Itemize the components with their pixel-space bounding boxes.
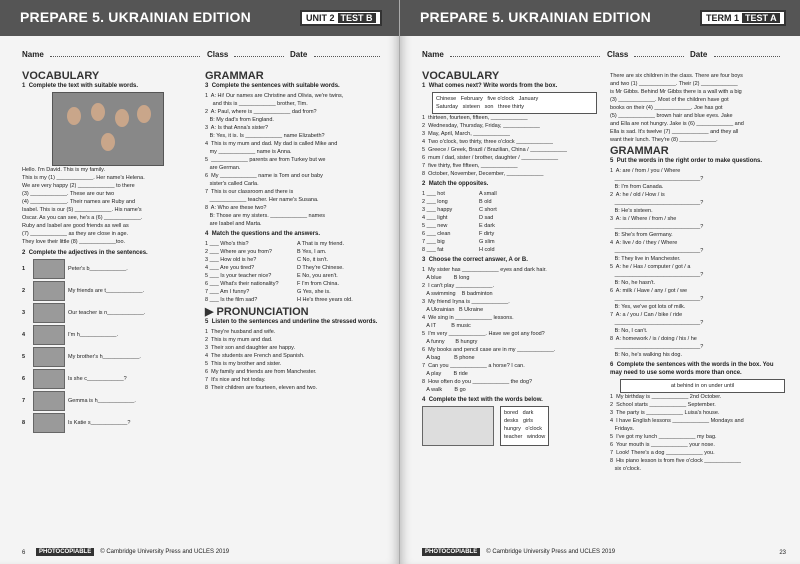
left-vocab-column <box>22 72 192 435</box>
exercise-4-instruction: 4 Match the questions and the answers. <box>205 231 321 237</box>
term-test-tag <box>700 10 786 26</box>
left-grammar-column <box>205 72 385 392</box>
exercise-line: Hello. I'm David. This is my family. <box>22 167 106 173</box>
exercise-line: and Ella are not hungry. Jake is (6) ____________ and <box>610 121 744 127</box>
photocopiable-badge: PHOTOCOPIABLE <box>422 548 480 556</box>
exercise-line: ____________________________? <box>610 176 704 182</box>
exercise-line: A funny B hungry <box>422 339 478 345</box>
exercise-line: 3 A: Is that Anna's sister? <box>205 125 269 131</box>
exercise-line: 2 A: he / old / How / is <box>610 192 665 198</box>
exercise-line: We are very happy (2) ____________ to there <box>22 183 135 189</box>
unit-label: UNIT 2 <box>306 13 335 23</box>
adjective-item: 4 I'm h____________. <box>22 325 192 345</box>
person-thumbnail <box>33 413 65 433</box>
adjective-sentence: Our teacher is n____________. <box>68 310 146 316</box>
exercise-line: ____________________________? <box>610 224 704 230</box>
exercise-3-instruction: 3 Choose the correct answer, A or B. <box>422 257 528 263</box>
person-thumbnail <box>33 281 65 301</box>
exercise-line: 7 It's nice and hot today. <box>205 377 266 383</box>
exercise-line: 6 My books and pencil case are in my ____________. <box>422 347 556 353</box>
match-right-item: D sad <box>479 215 494 221</box>
exercise-line: Fridays. <box>610 426 635 432</box>
exercise-5-instruction: 5 Listen to the sentences and underline the stressed words. <box>205 319 378 325</box>
left-footer <box>36 548 229 556</box>
exercise-line: A play B ride <box>422 371 468 377</box>
exercise-line: B: Yes, we've got lots of milk. <box>610 304 686 310</box>
match-left-item: 4 ___ light <box>422 215 448 221</box>
match-right-item: E dark <box>479 223 495 229</box>
exercise-line: B: No, he hasn't. <box>610 280 656 286</box>
date-field[interactable] <box>314 56 380 57</box>
exercise-6-instruction: 6 Complete the sentences with the words in the box. You may need to use some words more than once. <box>610 362 774 376</box>
adjective-sentence: Is she c____________? <box>68 376 127 382</box>
left-page-title: PREPARE 5. UKRAINIAN EDITION <box>20 9 251 25</box>
match-left-item: 7 ___ Am I funny? <box>205 289 250 295</box>
exercise-line: 7 Look! There's a dog ____________ you. <box>610 450 715 456</box>
match-left-item: 7 ___ big <box>422 239 445 245</box>
exercise-line: 8 His piano lesson is from five o'clock ____________ <box>610 458 741 464</box>
match-left-item: 8 ___ fat <box>422 247 444 253</box>
match-left-item: 3 ___ happy <box>422 207 453 213</box>
word-box: Chinese February five o'clock January Saturday sixteen son three thirty <box>432 92 597 114</box>
exercise-line: 1 A: are / from / you / Where <box>610 168 681 174</box>
word-list-box: bored dark desks girls hungry o'clock teacher window <box>500 406 549 446</box>
match-right-item: D They're Chinese. <box>297 265 344 271</box>
exercise-line: B: Yes, it is. Is ____________ name Elizabeth? <box>205 133 325 139</box>
exercise-line: 4 Two o'clock, two thirty, three o'clock ____________ <box>422 139 553 145</box>
exercise-5-instruction: 5 Put the words in the right order to make questions. <box>610 158 763 164</box>
person-thumbnail <box>33 369 65 389</box>
exercise-line: books on their (4) ____________. Joe has got <box>610 105 723 111</box>
unit-test-tag <box>300 10 382 26</box>
left-header-bar <box>0 0 399 36</box>
adjective-sentence: My friends are t____________. <box>68 288 145 294</box>
match-left-item: 6 ___ What's their nationality? <box>205 281 279 287</box>
exercise-line: 6 mum / dad, sister / brother, daughter / ____________ <box>422 155 559 161</box>
match-right-item: H cold <box>479 247 495 253</box>
adjective-sentence: Peter's b____________. <box>68 266 128 272</box>
exercise-line: 4 I have English lessons ____________ Mondays and <box>610 418 744 424</box>
exercise-line: There are six children in the class. There are four boys <box>610 73 743 79</box>
exercise-line: 4 This is my mum and dad. My dad is called Mike and <box>205 141 338 147</box>
classroom-illustration <box>422 406 494 446</box>
exercise-line: Oscar. As you can see, he's a (6) ____________. <box>22 215 143 221</box>
exercise-line: 3 Their son and daughter are happy. <box>205 345 295 351</box>
exercise-line: my ____________ name is Anna. <box>205 149 292 155</box>
match-right-item: B old <box>479 199 492 205</box>
exercise-line: is Mr Gibbs. Behind Mr Gibbs there is a wall with a big <box>610 89 742 95</box>
exercise-line: (4) ____________. Their names are Ruby and <box>22 199 136 205</box>
match-left-item: 2 ___ Where are you from? <box>205 249 272 255</box>
exercise-line: A swimming B badminton <box>422 291 493 297</box>
vocab-heading: VOCABULARY <box>422 70 500 82</box>
exercise-line: 6 Your mouth is ____________ your nose. <box>610 442 715 448</box>
adjective-item: 8 Is Katie s____________? <box>22 413 192 433</box>
copyright: © Cambridge University Press and UCLES 2019 <box>100 549 230 555</box>
exercise-line: 4 We sing in ____________ lessons. <box>422 315 514 321</box>
term-label: TERM 1 <box>706 13 740 23</box>
match-right-item: G slim <box>479 239 495 245</box>
match-left-item: 4 ___ Are you tired? <box>205 265 255 271</box>
exercise-line: A IT B music <box>422 323 471 329</box>
exercise-line: 1 My sister has ____________ eyes and dark hair. <box>422 267 547 273</box>
exercise-line: (3) ____________. Most of the children have got <box>610 97 729 103</box>
exercise-line: 4 The students are French and Spanish. <box>205 353 305 359</box>
person-thumbnail <box>33 347 65 367</box>
match-right-item: C No, it isn't. <box>297 257 329 263</box>
exercise-line: want their lunch. They're (8) ____________. <box>610 137 718 143</box>
exercise-line: B: No, he's walking his dog. <box>610 352 682 358</box>
exercise-line: B: He's sixteen. <box>610 208 653 214</box>
adjective-item: 6 Is she c____________? <box>22 369 192 389</box>
adjective-sentence: I'm h____________. <box>68 332 118 338</box>
exercise-line: 5 Greece / Greek, Brazil / Brazilian, China / ____________ <box>422 147 567 153</box>
exercise-line: 1 A: Hi! Our names are Christine and Olivia, we're twins, <box>205 93 344 99</box>
exercise-line: 5 This is my brother and sister. <box>205 361 282 367</box>
exercise-line: are German. <box>205 165 241 171</box>
class-label: Class <box>207 50 229 59</box>
person-thumbnail <box>33 303 65 323</box>
adjective-item: 3 Our teacher is n____________. <box>22 303 192 323</box>
match-left-item: 1 ___ hot <box>422 191 445 197</box>
right-footer <box>422 548 615 556</box>
adjective-item: 2 My friends are t____________. <box>22 281 192 301</box>
exercise-line: 3 The party is ____________ Luisa's house. <box>610 410 720 416</box>
exercise-3-instruction: 3 Complete the sentences with suitable words. <box>205 83 340 89</box>
exercise-line: B: I'm from Canada. <box>610 184 664 190</box>
right-page <box>400 0 800 564</box>
right-page-title: PREPARE 5. UKRAINIAN EDITION <box>420 9 651 25</box>
date-label: Date <box>290 50 308 59</box>
exercise-line: 5 A: he / Has / computer / got / a <box>610 264 691 270</box>
right-grammar-column <box>610 72 785 473</box>
match-left-item: 3 ___ How old is he? <box>205 257 257 263</box>
exercise-line: and two (1) ____________. Their (2) ____________ <box>610 81 738 87</box>
match-right-item: G Yes, she is. <box>297 289 331 295</box>
exercise-line: 6 My ____________ name is Tom and our baby <box>205 173 323 179</box>
exercise-line: 8 October, November, December, ____________ <box>422 171 544 177</box>
name-field[interactable] <box>450 56 600 57</box>
exercise-line: 8 A: Who are these two? <box>205 205 267 211</box>
match-left-item: 1 ___ Who's this? <box>205 241 249 247</box>
pronunciation-heading: ▶ PRONUNCIATION <box>205 306 309 318</box>
match-right-item: A That is my friend. <box>297 241 344 247</box>
exercise-line: They love their little (8) ____________too. <box>22 239 126 245</box>
left-page-number: 6 <box>22 550 26 556</box>
exercise-line: 5 I'm very ____________. Have we got any food? <box>422 331 545 337</box>
class-label: Class <box>607 50 629 59</box>
match-right-item: A small <box>479 191 497 197</box>
exercise-line: 6 My family and friends are from Manchester. <box>205 369 317 375</box>
exercise-line: B: She's from Germany. <box>610 232 673 238</box>
exercise-line: ____________ teacher. Her name's Susana. <box>205 197 319 203</box>
exercise-line: ____________________________? <box>610 320 704 326</box>
exercise-line: 8 How often do you ____________ the dog? <box>422 379 533 385</box>
adjective-item: 5 My brother's h____________. <box>22 347 192 367</box>
match-left-item: 2 ___ long <box>422 199 448 205</box>
exercise-line: Ella is sad. It's twelve (7) ____________ and they all <box>610 129 739 135</box>
match-right-item: B Yes, I am. <box>297 249 327 255</box>
class-field[interactable] <box>234 56 284 57</box>
exercise-line: B: No, I can't. <box>610 328 648 334</box>
adjective-item: 7 Gemma is h____________. <box>22 391 192 411</box>
match-right-item: F I'm from China. <box>297 281 340 287</box>
name-label: Name <box>22 50 44 59</box>
exercise-line: B: Those are my sisters. ____________ names <box>205 213 326 219</box>
grammar-heading: GRAMMAR <box>205 70 264 82</box>
exercise-line: ____________________________? <box>610 344 704 350</box>
adjective-sentence: Is Katie s____________? <box>68 420 131 426</box>
match-right-item: E No, you aren't. <box>297 273 338 279</box>
exercise-2-instruction: 2 Complete the adjectives in the sentences. <box>22 250 148 256</box>
exercise-line: 7 Can you ____________ a horse? I can. <box>422 363 525 369</box>
exercise-line: are Isabel and Marta. <box>205 221 262 227</box>
grammar-heading: GRAMMAR <box>610 145 669 157</box>
vocab-heading: VOCABULARY <box>22 70 100 82</box>
match-left-item: 5 ___ new <box>422 223 448 229</box>
match-right-item: H He's three years old. <box>297 297 353 303</box>
exercise-line: 3 A: is / Where / from / she <box>610 216 677 222</box>
exercise-line: 2 I can't play ____________. <box>422 283 494 289</box>
person-thumbnail <box>33 325 65 345</box>
exercise-line: 2 Wednesday, Thursday, Friday, ____________ <box>422 123 540 129</box>
right-vocab-column <box>422 72 597 446</box>
exercise-line: 7 This is our classroom and there is <box>205 189 294 195</box>
exercise-line: 5 I've got my lunch ____________ my bag. <box>610 434 717 440</box>
exercise-line: 6 A: milk / Have / any / got / we <box>610 288 688 294</box>
exercise-line: 3 May, April, March, ____________ <box>422 131 510 137</box>
test-label: TEST B <box>338 13 376 23</box>
exercise-line: B: My dad's from England. <box>205 117 274 123</box>
adjective-sentence: Gemma is h____________. <box>68 398 136 404</box>
match-right-item: F dirty <box>479 231 495 237</box>
match-right-item: C short <box>479 207 497 213</box>
exercise-line: 3 My friend Iryna is ____________. <box>422 299 510 305</box>
match-left-item: 6 ___ clean <box>422 231 451 237</box>
exercise-line: 2 A: Paul, where is ____________ dad from? <box>205 109 317 115</box>
person-thumbnail <box>33 259 65 279</box>
person-thumbnail <box>33 391 65 411</box>
exercise-line: (5) ____________ brown hair and blue eyes. Jake <box>610 113 733 119</box>
date-field[interactable] <box>714 56 780 57</box>
exercise-line: 8 A: homework / is / doing / his / he <box>610 336 697 342</box>
date-label: Date <box>690 50 708 59</box>
exercise-line: 5 ____________ parents are from Turkey but we <box>205 157 326 163</box>
exercise-line: 7 A: a / you / Can / bike / ride <box>610 312 683 318</box>
exercise-line: This is my (1) ____________. Her name's Helena. <box>22 175 145 181</box>
exercise-line: 2 This is my mum and dad. <box>205 337 273 343</box>
exercise-line: 1 They're husband and wife. <box>205 329 276 335</box>
match-left-item: 8 ___ Is the film sad? <box>205 297 258 303</box>
exercise-line: Isabel. This is our (5) ____________. His name's <box>22 207 142 213</box>
exercise-line: 2 School starts ____________ September. <box>610 402 716 408</box>
right-header-bar <box>400 0 800 36</box>
exercise-line: B: They live in Manchester. <box>610 256 681 262</box>
photocopiable-badge: PHOTOCOPIABLE <box>36 548 94 556</box>
prepositions-box: at behind in on under until <box>620 379 785 393</box>
name-label: Name <box>422 50 444 59</box>
exercise-line: 8 Their children are fourteen, eleven and two. <box>205 385 318 391</box>
exercise-line: A bag B phone <box>422 355 475 361</box>
exercise-line: A walk B go <box>422 387 466 393</box>
class-field[interactable] <box>634 56 684 57</box>
exercise-line: 1 My birthday is ____________ 2nd October. <box>610 394 722 400</box>
exercise-line: A Ukrainian B Ukraine <box>422 307 484 313</box>
name-field[interactable] <box>50 56 200 57</box>
exercise-1-instruction: 1 What comes next? Write words from the box. <box>422 83 558 89</box>
exercise-line: 4 A: live / do / they / Where <box>610 240 678 246</box>
speaker-icon: ▶ <box>205 306 214 318</box>
family-photo <box>52 92 164 166</box>
exercise-line: 7 five thirty, five fifteen, ____________ <box>422 163 518 169</box>
exercise-line: sister's called Carla. <box>205 181 259 187</box>
exercise-line: A blue B long <box>422 275 470 281</box>
exercise-line: (3) ____________. These are our two <box>22 191 115 197</box>
test-label: TEST A <box>742 13 780 23</box>
right-page-number: 23 <box>779 550 786 556</box>
exercise-line: ____________________________? <box>610 248 704 254</box>
exercise-line: ____________________________? <box>610 296 704 302</box>
match-left-item: 5 ___ Is your teacher nice? <box>205 273 272 279</box>
exercise-line: six o'clock. <box>610 466 642 472</box>
exercise-line: Ruby and Isabel are good friends as well as <box>22 223 129 229</box>
exercise-1-instruction: 1 Complete the text with suitable words. <box>22 83 139 89</box>
exercise-line: ____________________________? <box>610 200 704 206</box>
copyright: © Cambridge University Press and UCLES 2019 <box>486 549 616 555</box>
adjective-sentence: My brother's h____________. <box>68 354 141 360</box>
exercise-line: (7) ____________ as they are close in age. <box>22 231 129 237</box>
exercise-line: and this is ____________ brother, Tim. <box>205 101 308 107</box>
exercise-line: ____________________________? <box>610 272 704 278</box>
exercise-2-instruction: 2 Match the opposites. <box>422 181 489 187</box>
adjective-item: 1 Peter's b____________. <box>22 259 192 279</box>
exercise-4-instruction: 4 Complete the text with the words below. <box>422 397 543 403</box>
exercise-line: 1 thirteen, fourteen, fifteen, ____________ <box>422 115 528 121</box>
